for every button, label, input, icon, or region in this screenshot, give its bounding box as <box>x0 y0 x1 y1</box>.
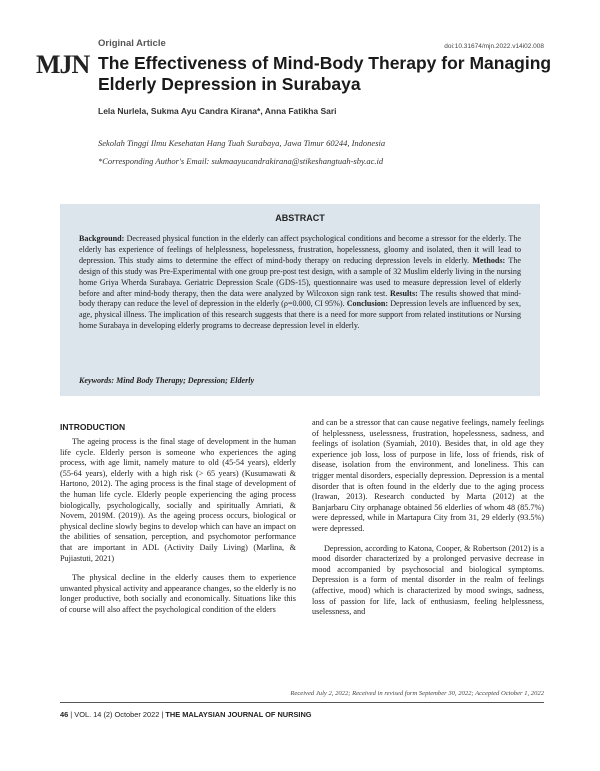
journal-logo: MJN <box>36 50 90 79</box>
journal-name: THE MALAYSIAN JOURNAL OF NURSING <box>165 710 312 719</box>
background-text: Decreased physical function in the elderly can affect psychological conditions and become a stressor for the elderly. The elderly has experience of feelings of helplessness, hopelessness, frustration, hopelessness, gloomy and isolated, then it will lead to depression. This study aims to determine the effect of mind-body therapy on reducing depression levels in elderly. <box>79 234 521 265</box>
footer-separator: | <box>70 710 75 719</box>
volume-info: VOL. 14 (2) October 2022 <box>74 710 160 719</box>
section-heading-introduction: INTRODUCTION <box>60 422 126 432</box>
left-column <box>60 437 296 616</box>
article-type-label: Original Article <box>98 38 166 49</box>
abstract-box <box>60 204 540 396</box>
footer-divider <box>60 702 544 703</box>
conclusion-text: Depression levels are influenced by sex, age, physical illness. The implication of this research suggests that there is a need for more support from related institutions or Nursing home Surabaya in developing elderly programs to decrease depression level in elderly. <box>79 299 522 331</box>
body-paragraph: and can be a stressor that can cause negative feelings, namely feelings of helplessness, uselessness, frustration, hopelessness, sadness, and feelings of isolation (Syamiah, 2010). Besides that, in old age they experience job loss, loss of purpose in life, loss of friends, risk of disease, isolation from the environment, and loneliness. This can trigger mental disorders, especially depression. Depression is a mental disorder that is often found in the elderly due to the aging process (Irawan, 2013). Research conducted by Marta (2012) at the Banjarbaru City orphanage obtained 56 elderlies of whom 48 (85.7%) were depressed, while in Martapura City from 31, 29 elderly (93.5%) were depressed. <box>312 418 544 533</box>
background-label: Background: <box>79 234 125 243</box>
body-paragraph: The physical decline in the elderly causes them to experience unwanted physical activity and appearance changes, so the elderly is no longer productive, both socially and economically. Situations like this of course will also affect the psychological condition of the elders <box>60 573 296 614</box>
results-text: The results showed that mind-body therapy can reduce the level of depression in the elderly (ρ=0.000, CI 95%). <box>79 288 521 309</box>
footer-separator: | <box>161 710 166 719</box>
abstract-text <box>79 234 521 332</box>
page-footer <box>60 710 312 719</box>
results-label: Results: <box>389 288 418 298</box>
doi-text: doi:10.31674/mjn.2022.v14i02.008 <box>444 43 544 50</box>
affiliation: Sekolah Tinggi Ilmu Kesehatan Hang Tuah Surabaya, Jawa Timur 60244, Indonesia <box>98 138 386 148</box>
article-title: The Effectiveness of Mind-Body Therapy for Managing Elderly Depression in Surabaya <box>98 53 552 94</box>
keywords: Keywords: Mind Body Therapy; Depression; Elderly <box>79 376 255 385</box>
body-paragraph: The ageing process is the final stage of development in the human life cycle. Elderly person is someone who experiences the aging process, with age limit, namely mature to old (45-54 years), elderly (55-64 years), elderly with a high risk (> 65 years) (Kusumawati & Hartono, 2012). The aging process is the final stage of development of the human life cycle. Elderly people experiencing the aging process biologically, psychologically, socially and spiritually Amriati, & Novem, 2019M. (2019)). As the ageing process occurs, biological or physical decline slowly begins to develop which can have an impact on the abilities of sensation, perception, and psychomotor performance that are important in ADL (Activity Daily Living) (Marlina, & Pujiastuti, 2021) <box>60 437 296 563</box>
methods-text: The design of this study was Pre-Experimental with one group pre-post test design, with a sample of 32 Muslim elderly living in the nursing home Griya Wherda Surabaya. Geriatric Depression Scale (GDS-15), questionnaire was used to measure depression level of elderly before and after mind-body therapy, then the data were analyzed by Wilcoxon sign rank test. <box>79 255 521 298</box>
corresponding-email: *Corresponding Author's Email: sukmaayucandrakirana@stikeshangtuah-sby.ac.id <box>98 156 384 166</box>
abstract-heading: ABSTRACT <box>275 213 325 223</box>
right-column <box>312 418 544 618</box>
received-dates: Received July 2, 2022; Received in revised form September 30, 2022; Accepted October 1, 2022 <box>290 690 544 697</box>
body-paragraph: Depression, according to Katona, Cooper, & Robertson (2012) is a mood disorder characterized by a prolonged pervasive decrease in mood accompanied by psychosocial and biological symptoms. Depression is a form of mental disorder in the realm of feelings (affective, mood) which is characterized by mood swings, sadness, loss of passion for life, lack of enthusiasm, feeling helplessness, uselessness, and <box>312 543 544 617</box>
methods-label: Methods: <box>472 255 506 265</box>
author-list: Lela Nurlela, Sukma Ayu Candra Kirana*, Anna Fatikha Sari <box>98 106 337 116</box>
page-number: 46 <box>60 710 69 719</box>
conclusion-label: Conclusion: <box>346 299 389 309</box>
